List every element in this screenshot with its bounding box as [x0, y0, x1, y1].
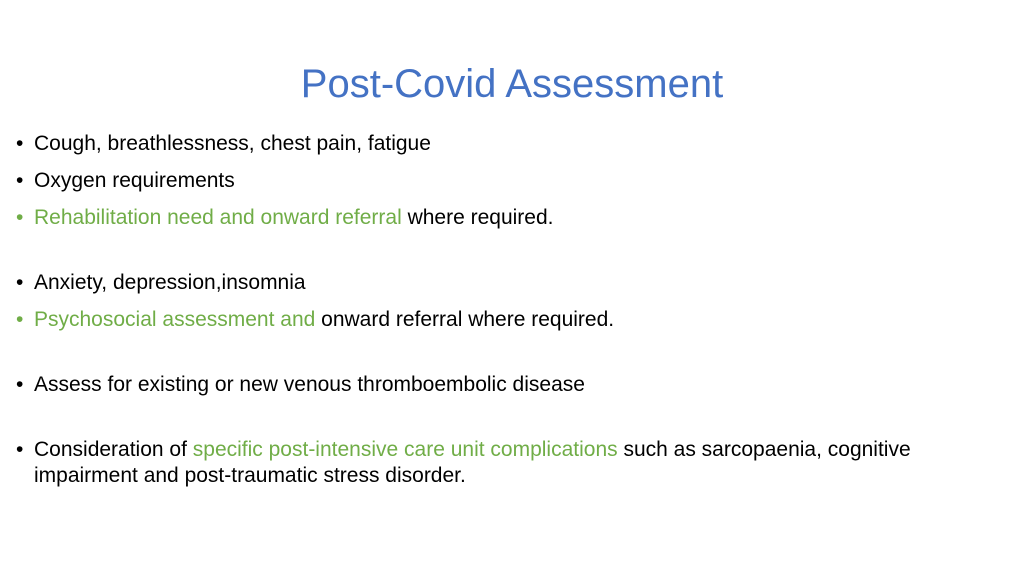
bullet-text: Cough, breathlessness, chest pain, fatigue [34, 132, 431, 155]
bullet-text: such as sarcopaenia, cognitive impairment and post-traumatic stress disorder. [34, 438, 911, 487]
bullet-item-symptoms [16, 131, 996, 157]
bullet-item-rehabilitation [16, 205, 996, 231]
bullet-highlight-text: Rehabilitation need and onward referral [34, 206, 402, 229]
bullet-item-icu-complications [16, 437, 996, 489]
bullet-item-psychosocial [16, 307, 996, 333]
bullet-list [16, 131, 996, 500]
bullet-text: Oxygen requirements [34, 169, 235, 192]
slide-title: Post-Covid Assessment [300, 62, 724, 106]
bullet-highlight-text: specific post-intensive care unit complications [192, 438, 618, 461]
bullet-text: onward referral where required. [315, 308, 615, 331]
bullet-item-oxygen [16, 168, 996, 194]
bullet-item-vte [16, 372, 996, 398]
bullet-text: Assess for existing or new venous thromboembolic disease [34, 373, 585, 396]
bullet-item-mental-health [16, 270, 996, 296]
bullet-text: Anxiety, depression,insomnia [34, 271, 306, 294]
bullet-highlight-text: Psychosocial assessment and [34, 308, 316, 331]
bullet-text: Consideration of [34, 438, 193, 461]
bullet-text: where required. [401, 206, 554, 229]
